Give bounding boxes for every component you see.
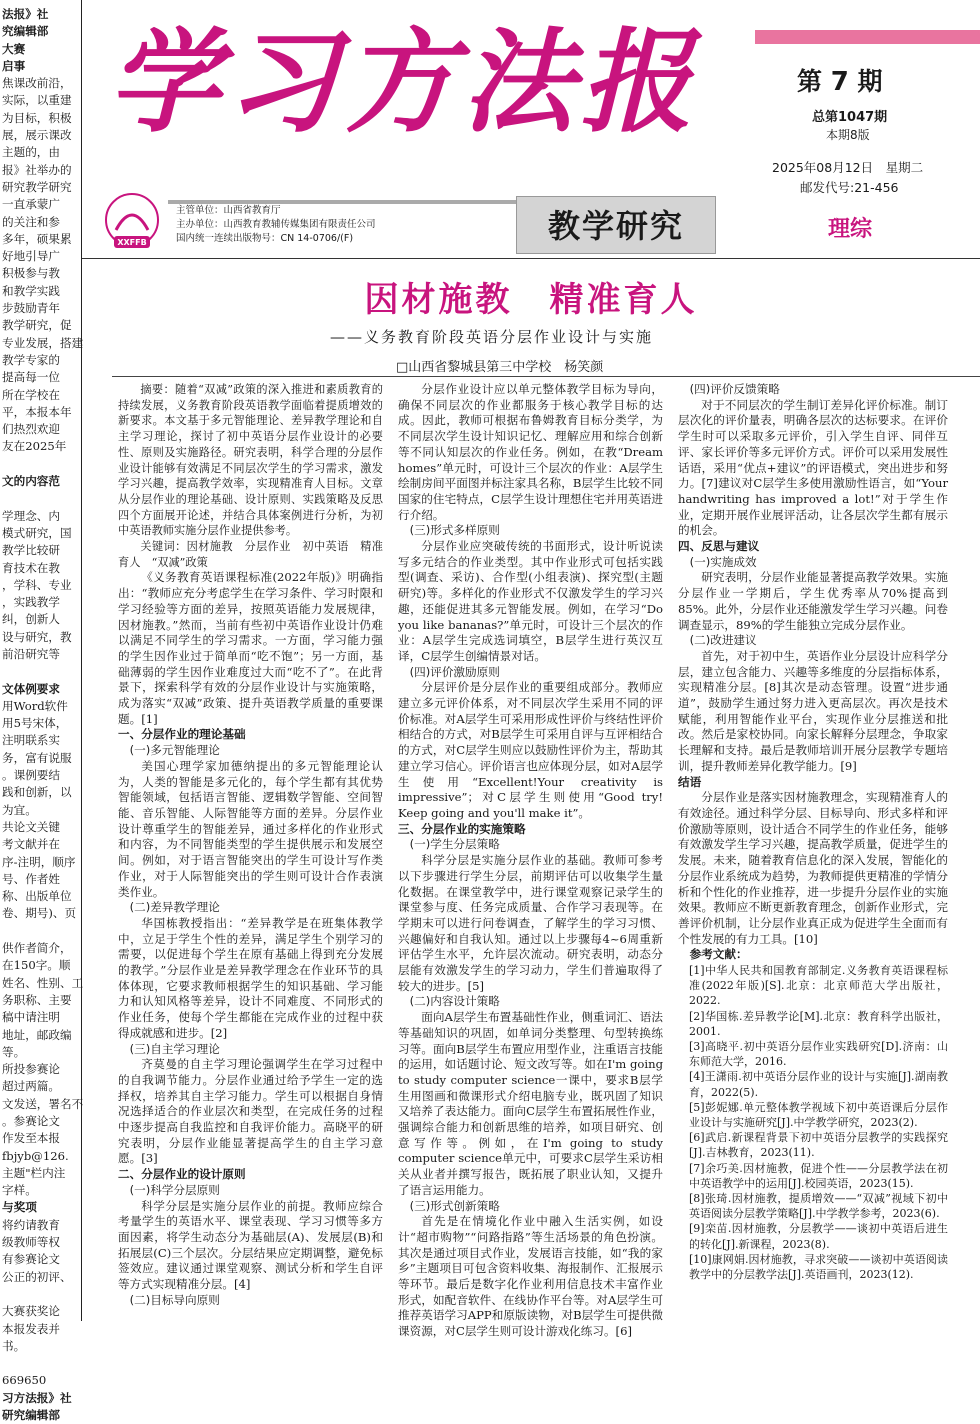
left-strip-line: 为目标，积极: [2, 110, 72, 125]
left-strip-line: 等。: [2, 1044, 26, 1059]
issue-digit: 7: [830, 67, 849, 97]
left-strip-line: 所在学校在: [2, 387, 60, 402]
reference-item: [1]中华人民共和国教育部制定.义务教育英语课程标准(2022年版)[S].北京：北京师范大学出版社，2022.: [689, 964, 948, 1008]
paragraph: 面向A层学生布置基础性作业，侧重词汇、语法等基础知识的巩固，如单词分类整理、句型转换练习等。面向B层学生布置应用型作业，注重语言技能的运用，如话题讨论、短文改写等。如在I'm going to study computer science一课中，要求B层学生用图画和微课形式介绍电脑专业，既巩固了知识又培养了表达能力。面向C层学生布置拓展性作业，强调综合能力和创新思维的培养，如项目研究、创意写作等。例如，在I'm going to study computer science单元中，可要求C层学生采访相关从业者并撰写报告，既拓展了职业认知，又提升了语言运用能力。: [398, 1010, 663, 1197]
left-strip-line: 教学比较研: [2, 543, 60, 558]
left-strip-line: 平，本报本年: [2, 404, 72, 419]
left-strip-line: 级教师等权: [2, 1235, 60, 1250]
left-strip-line: [2, 1286, 79, 1303]
subsection-heading: (四)评价反馈策略: [689, 382, 780, 396]
left-strip-line: 文体例要求: [2, 681, 60, 696]
reference-item: [5]彭妮娜.单元整体教学视域下初中英语课后分层作业设计与实施研究[J].中学教学研究，2023(2).: [689, 1100, 948, 1130]
left-strip-line: 稿中请注明: [2, 1010, 60, 1025]
left-strip-line: 的关注和参: [2, 214, 60, 229]
left-strip-line: 育技术在教: [2, 560, 60, 575]
edition-label: 教学研究: [516, 196, 716, 254]
section-heading: 参考文献：: [678, 947, 748, 962]
left-strip-line: 主题"栏内注: [2, 1165, 66, 1180]
left-strip-line: 共论文关键: [2, 819, 60, 834]
reference-item: [6]武启.新课程背景下初中英语分层教学的实践探究[J].吉林教育，2023(11).: [689, 1131, 948, 1160]
subsection-heading: (一)多元智能理论: [129, 743, 220, 758]
article-subtitle: ——义务教育阶段英语分层作业设计与实施: [330, 328, 654, 346]
left-strip-line: 作发至本报: [2, 1131, 60, 1146]
left-strip-line: 有参赛论文: [2, 1252, 60, 1267]
subsection-heading: (一)科学分层原则: [129, 1182, 220, 1197]
left-strip-line: 文发送，署名不: [2, 1096, 84, 1111]
paragraph: 美国心理学家加德纳提出的多元智能理论认为，人类的智能是多元化的，每个学生都有其优势智能领域，包括语言智能、逻辑数学智能、空间智能、音乐智能、人际智能等方面的差异。分层作业设计尊重学生的智能差异，通过多样化的作业形式和内容，为不同智能类型的学生提供展示和发展空间。例如，对于语言智能突出的学生可设计写作类作业，对于人际智能突出的学生则可设计合作表演类作业。: [118, 758, 383, 899]
left-strip-line: 字样。: [2, 1183, 37, 1198]
left-strip-line: ，实践教学: [2, 595, 60, 610]
left-strip-line: 究编辑部: [2, 24, 49, 39]
left-strip-line: 模式研究，国: [2, 525, 72, 540]
subsection-heading: (一)学生分层策略: [409, 837, 500, 852]
paragraph: 对于不同层次的学生制订差异化评价标准。制订层次化的评价量表，明确各层次的达标要求。在评价学生时可以采取多元评价，引入学生自评、同伴互评、家长评价等多元评价方式。评价可以采用发展性话语，采用“优点+建议”的评语模式，突出进步和努力。[7]建议对C层学生多使用激励性语言，如“Your handwriting has improved a lot!”对于学生作业，定期开展作业展评活动，让各层次学生都有展示的机会。: [678, 397, 948, 538]
left-strip-line: 研究编辑部: [2, 1408, 60, 1423]
left-strip-line: 践和创新，以: [2, 785, 72, 800]
reference-item: [2]华国栋.差异教学论[M].北京：教育科学出版社，2001.: [689, 1009, 948, 1038]
paragraph: 研究表明，分层作业能显著提高教学效果。实施分层作业一学期后，学生优秀率从70%提高到85%。此外，分层作业还能激发学生学习兴趣。问卷调查显示，89%的学生能独立完成分层作业。: [678, 570, 948, 632]
left-strip-line: 。参赛论文: [2, 1114, 60, 1128]
subsection-heading: (二)改进建议: [689, 633, 757, 648]
paragraph: 分层作业是落实因材施教理念，实现精准育人的有效途径。通过科学分层、目标导向、形式多样和评价激励等原则，设计适合不同学生的作业任务，能够有效激发学生学习兴趣，提高教学质量，促进学生的发展。未来，随着教育信息化的深入发展，智能化的分层作业系统成为趋势，为教师提供更精准的学情分析和个性化的作业推荐，进一步提升分层作业的实施效果。教师应不断更新教育理念，创新作业形式，完善评价机制，让分层作业真正成为促进学生全面而有个性发展的有力工具。[10]: [678, 790, 948, 946]
reference-item: [9]栾苗.因材施教，分层教学——谈初中英语后进生的转化[J].新课程，2023(8).: [689, 1222, 948, 1251]
serial-number-line: 国内统一连续出版物号：CN 14-0706/(F): [176, 233, 354, 244]
header-rule: [82, 258, 980, 259]
left-strip-line: 多年，硕果累: [2, 231, 72, 246]
reference-item: [3]高晓平.初中英语分层作业实践研究[D].济南：山东师范大学，2016.: [689, 1040, 948, 1069]
masthead: [100, 0, 980, 258]
left-strip-line: 提高每一位: [2, 370, 60, 385]
left-strip-line: 将约请教育: [2, 1217, 60, 1232]
left-strip-line: 考文献并在: [2, 837, 60, 852]
left-strip-line: [2, 1355, 79, 1372]
postal-code: 邮发代号:21-456: [800, 180, 899, 195]
issue-suffix: 期: [857, 67, 883, 96]
left-strip-line: 大赛获奖论: [2, 1304, 60, 1319]
left-strip-line: 大赛: [2, 41, 26, 56]
left-strip-line: 务职称、主要: [2, 992, 72, 1007]
subsection-heading: (二)差异教学理论: [129, 900, 220, 915]
left-strip-line: 实际，以重建: [2, 93, 72, 108]
left-strip-line: 前沿研究等: [2, 646, 60, 661]
left-strip-line: 669650: [2, 1373, 47, 1388]
left-strip-line: 书。: [2, 1338, 26, 1353]
left-strip-line: 卷、期号)、页: [2, 906, 77, 921]
newspaper-logo: 学习方法报: [108, 18, 698, 148]
title-rule: [112, 376, 980, 377]
left-strip-line: 好地引导广: [2, 249, 60, 264]
section-heading: 结语: [678, 774, 702, 789]
supervisor-line: 主管单位：山西省教育厅: [176, 205, 281, 216]
left-strip-line: ，学科、专业: [2, 577, 72, 592]
section-heading: 三、分层作业的实施策略: [398, 821, 526, 836]
left-strip-line: 号、作者姓: [2, 871, 60, 886]
left-strip-line: 主题的，由: [2, 145, 60, 160]
left-strip-line: 为宜。: [2, 802, 37, 817]
left-strip-line: 纠，创新人: [2, 612, 60, 627]
left-strip-notice: [0, 0, 84, 1423]
subsection-heading: (四)评价激励原则: [409, 664, 500, 679]
left-strip-line: 超过两篇。: [2, 1079, 60, 1094]
subsection-heading: (二)内容设计策略: [409, 994, 500, 1009]
section-heading: 四、反思与建议: [678, 539, 760, 554]
left-strip-line: 步鼓励青年: [2, 301, 60, 316]
left-strip-line: [2, 490, 79, 507]
article-column-1: [118, 382, 383, 1307]
left-strip-line: [2, 456, 79, 473]
left-strip-line: 注明联系实: [2, 733, 60, 748]
paragraph: 首先是在情境化作业中融入生活实例，如设计“超市购物”“问路指路”等生活场景的角色扮演。其次是通过项目式作业，发展语言技能，如“我的家乡”主题项目可包含资料收集、海报制作、汇报展示等环节。最后是数字化作业利用信息技术丰富作业形式，如配音软件、在线协作平台等。对A层学生可推荐英语学习APP和原版读物，对B层学生可提供微课资源，对C层学生则可设计游戏化练习。[6]: [398, 1214, 663, 1339]
left-strip-line: 一直承蒙广: [2, 197, 60, 212]
left-strip-line: [2, 663, 79, 680]
issue-date: 2025年08月12日 星期二: [772, 160, 924, 175]
left-strip-line: 教学研究，促: [2, 318, 72, 333]
left-strip-line: 与奖项: [2, 1200, 37, 1215]
left-strip-line: 焦课改前沿，: [2, 76, 72, 91]
left-strip-line: 用5号宋体，: [2, 716, 68, 731]
left-strip-line: 供作者简介，: [2, 941, 72, 956]
sponsor-line: 主办单位：山西教育教辅传媒集团有限责任公司: [176, 219, 376, 230]
left-strip-line: 地址，邮政编: [2, 1027, 72, 1042]
left-strip-line: 务，富有说服: [2, 750, 72, 765]
reference-item: [7]余巧美.因材施教，促进个性——分层教学法在初中英语教学中的运用[J].校园英语，2023(15).: [689, 1161, 948, 1190]
publisher-info: [176, 204, 376, 246]
reference-item: [8]张琦.因材施教，提质增效——“双减”视域下初中英语阅读分层教学策略[J].中学教学参考，2023(6).: [689, 1192, 948, 1221]
subsection-heading: (三)形式多样原则: [409, 523, 500, 538]
paragraph: 分层作业设计应以单元整体教学目标为导向，确保不同层次的作业都服务于核心教学目标的达成。因此，教师可根据布鲁姆教育目标分类学，为不同层次学生设计知识记忆、理解应用和综合创新等不同认知层次的作业任务。例如，在教“Dream homes”单元时，可设计三个层次的作业：A层学生绘制房间平面图并标注家具名称，B层学生比较不同国家的住宅特点，C层学生设计理想住宅并用英语进行介绍。: [398, 382, 663, 522]
paragraph: 《义务教育英语课程标准(2022年版)》明确指出：“教师应充分考虑学生在学习条件、学习时限和学习经验等方面的差异，按照英语能力发展规律，因材施教。”然而，当前有些初中英语作业设计仍难以满足不同学生的学习需求。一方面，学习能力强的学生因作业过于简单而“吃不饱”；另一方面，基础薄弱的学生因作业难度过大而“吃不了”。在此背景下，探索科学有效的分层作业设计与实施策略，成为落实“双减”政策、提升英语教学质量的重要课题。[1]: [118, 570, 383, 726]
left-strip-line: 研究教学研究: [2, 179, 72, 194]
left-strip-line: 称、出版单位: [2, 889, 72, 904]
section-heading: 二、分层作业的设计原则: [118, 1167, 246, 1182]
paragraph: 分层评价是分层作业的重要组成部分。教师应建立多元评价体系，对不同层次学生采用不同的评价标准。对A层学生可采用形成性评价与终结性评价相结合的方式，对B层学生可采用自评与互评相结合的方式，对C层学生则应以鼓励性评价为主，帮助其建立学习信心。评价语言也应体现分层，如对A层学生使用“Excellent!Your creativity is impressive”；对C层学生则使用“Good try! Keep going and you'll make it”。: [398, 680, 663, 820]
left-strip-line: 展，展示课改: [2, 128, 72, 143]
paragraph: 分层作业应突破传统的书面形式，设计听说读写多元结合的作业类型。其中作业形式可包括实践型(调查、采访)、合作型(小组表演)、探究型(主题研究)等。多样化的作业形式不仅激发学生的学习兴趣，还能促进其多元智能发展。例如，在学习“Do you like bananas?”单元时，可设计三个层次的作业：A层学生完成选词填空，B层学生进行英汉互译，C层学生创编情景对话。: [398, 539, 663, 663]
paragraph: 华国栋教授指出：“差异教学是在班集体教学中，立足于学生个性的差异，满足学生个别学习的需要，以促进每个学生在原有基础上得到充分发展的教学。”分层作业是差异教学理念在作业环节的具体体现，它要求教师根据学生的知识基础、学习能力和认知风格等差异，设计不同难度、不同形式的作业任务，使每个学生都能在完成作业的过程中获得成就感和进步。[2]: [118, 915, 383, 1040]
paragraph: 关键词：因材施教 分层作业 初中英语 精准育人 “双减”政策: [118, 540, 383, 569]
left-strip-line: 公正的初评、: [2, 1269, 72, 1284]
article-column-3: [678, 382, 948, 1302]
subject-label: 理综: [828, 217, 873, 242]
left-strip-line: 学理念、内: [2, 508, 60, 523]
paragraph: 摘要：随着“双减”政策的深入推进和素质教育的持续发展，义务教育阶段英语教学面临着提质增效的新要求。本文基于多元智能理论、差异教学理论和自主学习理论，探讨了初中英语分层作业设计的必要性、原则及实施路径。研究表明，科学合理的分层作业设计能够有效满足不同层次学生的学习需求，激发学习兴趣，提高教学效率，实现精准育人目标。文章从分层作业的理论基础、设计原则、实践策略及反思四个方面展开论述，并结合具体案例进行分析，为初中英语教师实施分层作业提供参考。: [118, 383, 383, 538]
left-strip-line: fbjyb@126.: [2, 1148, 69, 1163]
subsection-heading: (二)目标导向原则: [129, 1292, 220, 1307]
left-strip-line: 。课例要结: [2, 768, 60, 783]
decorative-bar: [755, 30, 980, 44]
reference-item: [4]王潇雨.初中英语分层作业的设计与实施[J].湖南教育，2022(5).: [689, 1070, 948, 1099]
paragraph: 首先，对于初中生，英语作业分层设计应科学分层，建立包含能力、兴趣等多维度的分层指标体系，实现精准分层。[8]其次是动态管理。设置“进步通道”，鼓励学生通过努力进入更高层次。再次是技术赋能，利用智能作业平台，实现作业分层推送和批改。然后是家校协同。向家长解释分层理念，争取家长理解和支持。最后是教师培训开展分层教学专题培训，提升教师差异化教学能力。[9]: [678, 648, 948, 773]
left-strip-line: 所投参赛论: [2, 1062, 60, 1077]
article-column-2: [398, 382, 663, 1339]
paragraph: 科学分层是实施分层作业的前提。教师应综合考量学生的英语水平、课堂表现、学习习惯等多方面因素，将学生动态分为基础层(A)、发展层(B)和拓展层(C)三个层次。分层结果应定期调整，避免标签效应。建议通过课堂观察、测试分析和学生自评等方式实现精准分层。[4]: [118, 1198, 383, 1292]
subsection-heading: (三)形式创新策略: [409, 1198, 500, 1213]
section-heading: 一、分层作业的理论基础: [118, 727, 246, 742]
left-strip-line: 专业发展，搭建: [2, 335, 84, 350]
left-strip-line: 法报》社: [2, 7, 49, 21]
left-strip-line: 友在2025年: [2, 439, 67, 454]
reference-item: [10]康网娟.因材施教，寻求突破——谈初中英语阅读教学中的分层教学法[J].英语画刊，2023(12).: [689, 1252, 948, 1282]
left-strip-line: 文的内容范: [2, 474, 60, 489]
left-strip-line: 和教学实践: [2, 283, 60, 298]
left-strip-line: 序-注明，顺序: [2, 854, 76, 869]
page-count: 本期8版: [826, 128, 870, 142]
subsection-heading: (一)实施成效: [689, 554, 757, 569]
left-strip-line: 姓名、性别、工: [2, 975, 84, 990]
left-strip-line: 设与研究，教: [2, 629, 72, 644]
left-strip-line: 用Word软件: [2, 698, 68, 713]
issue-number: [797, 62, 883, 98]
left-strip-line: 们热烈欢迎: [2, 422, 60, 437]
left-strip-line: 教学专家的: [2, 352, 60, 367]
left-strip-line: 本报发表并: [2, 1321, 60, 1336]
subsection-heading: (三)自主学习理论: [129, 1041, 220, 1056]
emblem-icon: [100, 190, 164, 254]
left-strip-line: [2, 923, 79, 940]
paragraph: 科学分层是实施分层作业的基础。教师可参考以下步骤进行学生分层，前期评估可以收集学生量化数据。在课堂教学中，进行课堂观察记录学生的课堂参与度、任务完成质量、合作学习表现等。在学期末可以进行问卷调查，了解学生的学习习惯、兴趣偏好和自我认知。通过以上步骤每4~6周重新评估学生水平，允许层次流动。研究表明，动态分层能有效激发学生的学习动力，学生们普遍取得了较大的进步。[5]: [398, 853, 663, 993]
issue-prefix: 第: [797, 67, 823, 96]
left-strip-line: 报》社举办的: [2, 162, 72, 177]
left-strip-line: 习方法报》社: [2, 1390, 72, 1405]
article-author: □山西省黎城县第三中学校 杨笑颜: [396, 360, 604, 375]
paragraph: 齐莫曼的自主学习理论强调学生在学习过程中的自我调节能力。分层作业通过给予学生一定的选择权，培养其自主学习能力。学生可以根据自身情况选择适合的作业层次和类型，在完成任务的过程中逐步提高自我监控和自我评价能力。高晓平的研究表明，分层作业能显著提高学生的自主学习意愿。[3]: [118, 1057, 383, 1166]
left-strip-line: 在150字。顺: [2, 958, 71, 973]
left-strip-line: 积极参与教: [2, 266, 60, 281]
article-title: 因材施教 精准育人: [364, 280, 698, 320]
total-issue: 总第1047期: [812, 110, 888, 125]
svg-text:XXFFB: XXFFB: [117, 238, 147, 247]
left-strip-line: 启事: [2, 58, 26, 73]
